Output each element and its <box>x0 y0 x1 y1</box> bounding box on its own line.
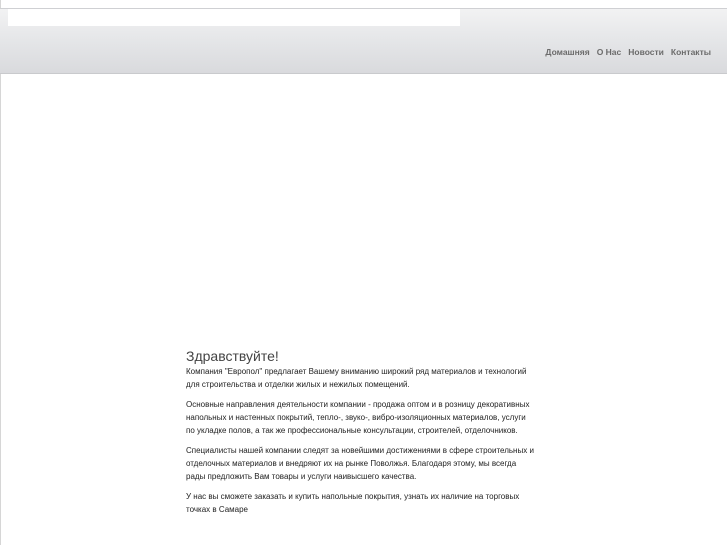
site-header <box>0 8 727 74</box>
main-nav <box>545 47 711 57</box>
header-top-strip <box>8 9 460 26</box>
nav-link-about[interactable]: О Нас <box>596 47 622 57</box>
page-heading: Здравствуйте! <box>186 348 279 364</box>
order-paragraph: У нас вы сможете заказать и купить напольные покрытия, узнать их наличие на торговых точках в Самаре <box>186 492 520 514</box>
specialists-paragraph: Специалисты нашей компании следят за новейшими достижениями в сфере строительных и отделочных материалов и внедряют их на рынке Поволжья. Благодаря этому, мы всегда рады предложить Вам товары и услуги наивысшего качества. <box>186 446 534 481</box>
page-left-border <box>0 0 1 545</box>
main-content <box>186 348 536 523</box>
intro-paragraph: Компания "Европол" предлагает Вашему вниманию широкий ряд материалов и технологий для строительства и отделки жилых и нежилых помещений. <box>186 367 527 389</box>
nav-link-contacts[interactable]: Контакты <box>670 47 711 57</box>
nav-link-news[interactable]: Новости <box>628 47 664 57</box>
nav-link-home[interactable]: Домашняя <box>545 47 590 57</box>
activities-paragraph: Основные направления деятельности компании - продажа оптом и в розницу декоративных напольных и настенных покрытий, тепло-, звуко-, вибро-изоляционных материалов, услуги по укладке полов, а так же профессиональные консультации, строителей, отделочников. <box>186 400 530 435</box>
